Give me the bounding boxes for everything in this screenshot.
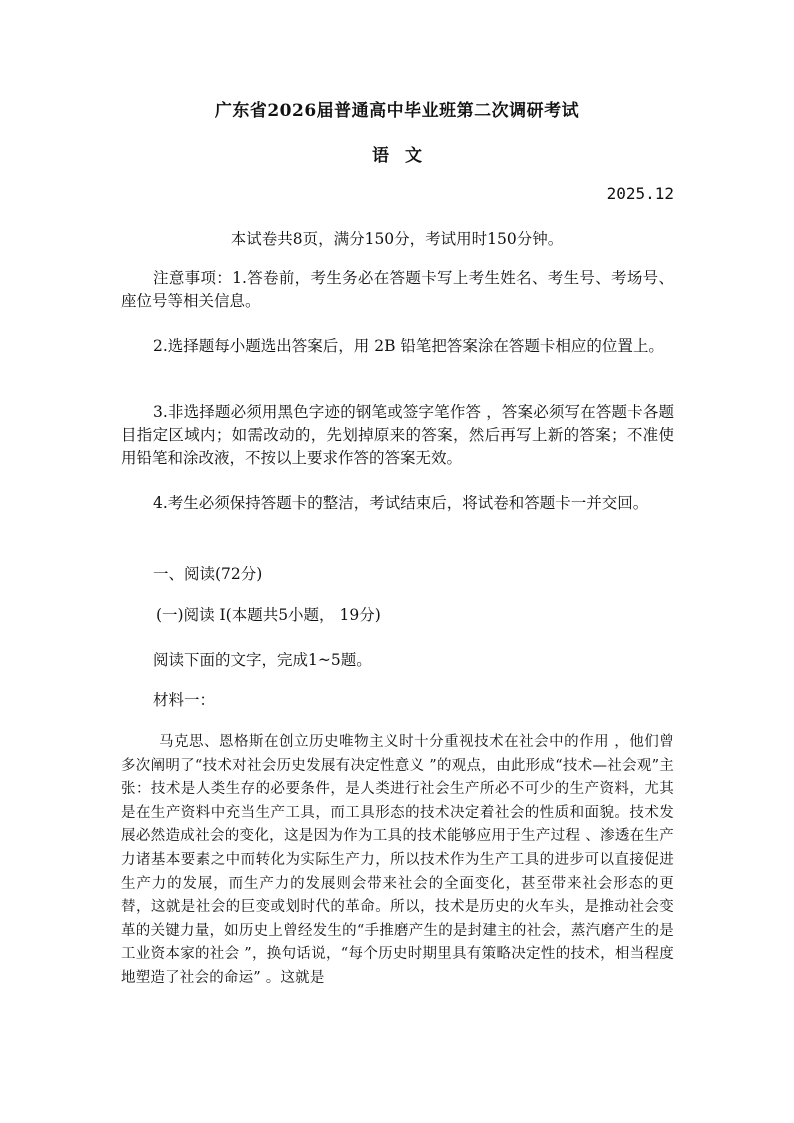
- instruction-3: 3.非选择题必须用黑色字迹的钢笔或签字笔作答 ，答案必须写在答题卡各题目指定区域内；如需改动的，先划掉原来的答案，然后再写上新的答案；不准使用铅笔和涂改液，不按以上要求作答的答案无效。: [121, 403, 674, 467]
- subject-title: 语文: [372, 146, 438, 166]
- material-label: 材料一：: [153, 691, 216, 709]
- exam-date: 2025.12: [606, 184, 674, 203]
- exam-title: 广东省2026届普通高中毕业班第二次调研考试: [214, 101, 580, 121]
- instruction-1: 注意事项：1.答卷前，考生务必在答题卡写上考生姓名、考生号、考场号、座位号等相关信息。: [121, 269, 674, 310]
- subsection-heading: (一)阅读 I(本题共5小题， 19分): [156, 606, 381, 624]
- instruction-2: 2.选择题每小题选出答案后，用 2B 铅笔把答案涂在答题卡相应的位置上。: [153, 337, 664, 355]
- reading-passage: 马克思、恩格斯在创立历史唯物主义时十分重视技术在社会中的作用 ，他们曾多次阐明了“技术对社会历史发展有决定性意义 ”的观点，由此形成“技术—社会观”主张：技术是人类生存的必要条件，是人类进行社会生产所必不可少的生产资料，尤其是在生产资料中充当生产工具，而工具形态的技术决定着社会的性质和面貌。技术发展必然造成社会的变化，这是因为作为工具的技术能够应用于生产过程 、渗透在生产力诸基本要素之中而转化为实际生产力，所以技术作为生产工具的进步可以直接促进生产力的发展，而生产力的发展则会带来社会的全面变化，甚至带来社会形态的更替，这就是社会的巨变或划时代的革命。所以，技术是历史的火车头，是推动社会变革的关键力量，如历史上曾经发生的“手推磨产生的是封建主的社会，蒸汽磨产生的是工业资本家的社会 ”，换句话说，“每个历史时期里具有策略决定性的技术，相当程度地塑造了社会的命运” 。这就是: [121, 734, 674, 986]
- reading-directive: 阅读下面的文字，完成1~5题。: [153, 651, 372, 669]
- section-heading: 一、阅读(72分): [153, 565, 263, 583]
- instruction-4: 4.考生必须保持答题卡的整洁，考试结束后，将试卷和答题卡一并交回。: [153, 494, 649, 512]
- exam-info: 本试卷共8页，满分150分，考试用时150分钟。: [230, 230, 564, 248]
